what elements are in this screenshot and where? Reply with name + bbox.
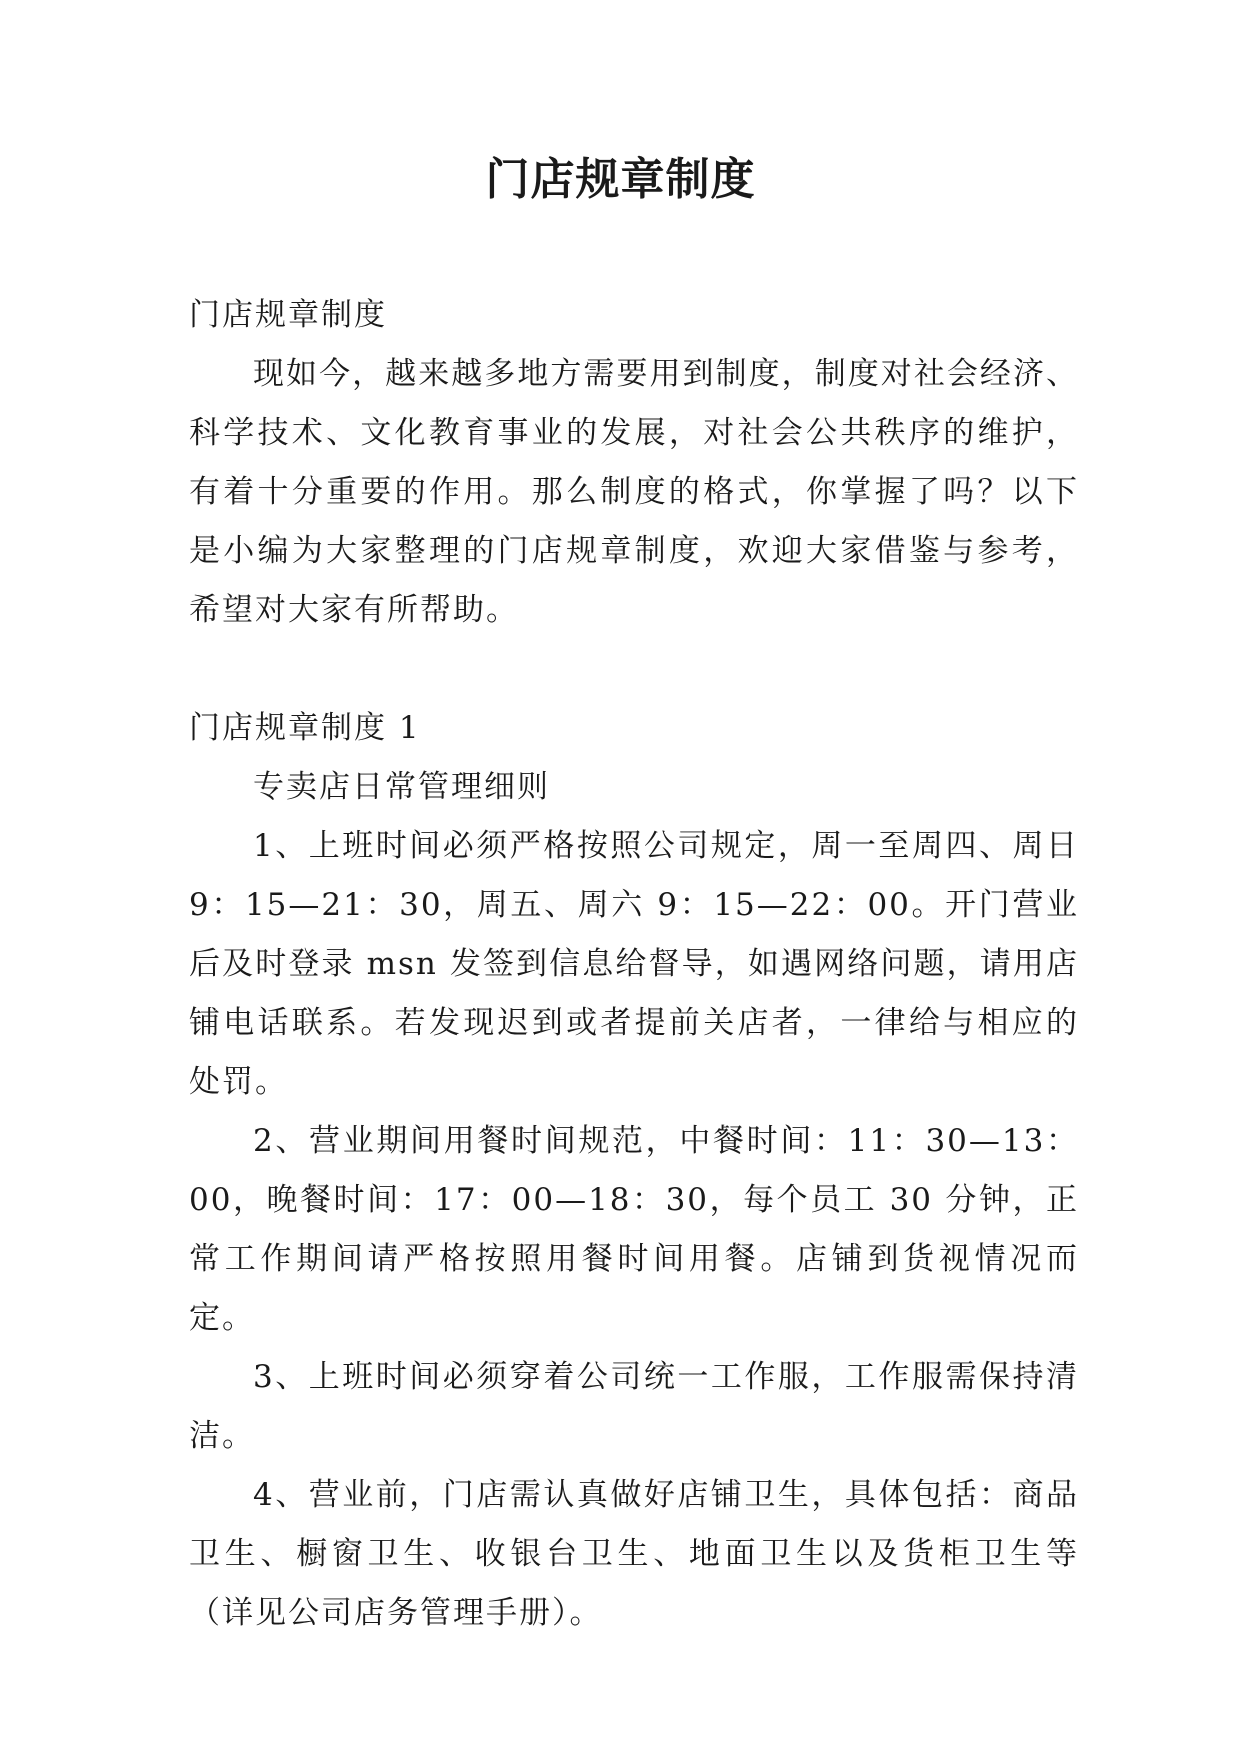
rule-paragraph: 3、上班时间必须穿着公司统一工作服，工作服需保持清洁。 xyxy=(189,1359,1079,1454)
document-body xyxy=(189,286,1079,1643)
rule-paragraph: 1、上班时间必须严格按照公司规定，周一至周四、周日 9：15—21：30，周五、周六 9：15—22：00。开门营业后及时登录 msn 发签到信息给督导，如遇网络问题，请用店铺电话联系。若发现迟到或者提前关店者，一律给与相应的处罚。 xyxy=(189,828,1079,1100)
intro-paragraph: 现如今，越来越多地方需要用到制度，制度对社会经济、科学技术、文化教育事业的发展，对社会公共秩序的维护，有着十分重要的作用。那么制度的格式，你掌握了吗？以下是小编为大家整理的门店规章制度，欢迎大家借鉴与参考，希望对大家有所帮助。 xyxy=(189,356,1079,628)
rule-paragraph: 2、营业期间用餐时间规范，中餐时间：11：30—13：00，晚餐时间：17：00—18：30，每个员工 30 分钟，正常工作期间请严格按照用餐时间用餐。店铺到货视情况而定。 xyxy=(189,1123,1079,1336)
section-heading: 门店规章制度 1 xyxy=(189,710,421,746)
section-spacer xyxy=(189,640,1079,699)
section-subheading: 专卖店日常管理细则 xyxy=(253,769,550,805)
rule-paragraph: 4、营业前，门店需认真做好店铺卫生，具体包括：商品卫生、橱窗卫生、收银台卫生、地面卫生以及货柜卫生等（详见公司店务管理手册）。 xyxy=(189,1477,1079,1631)
intro-heading: 门店规章制度 xyxy=(189,297,387,333)
document-title: 门店规章制度 xyxy=(485,154,756,205)
